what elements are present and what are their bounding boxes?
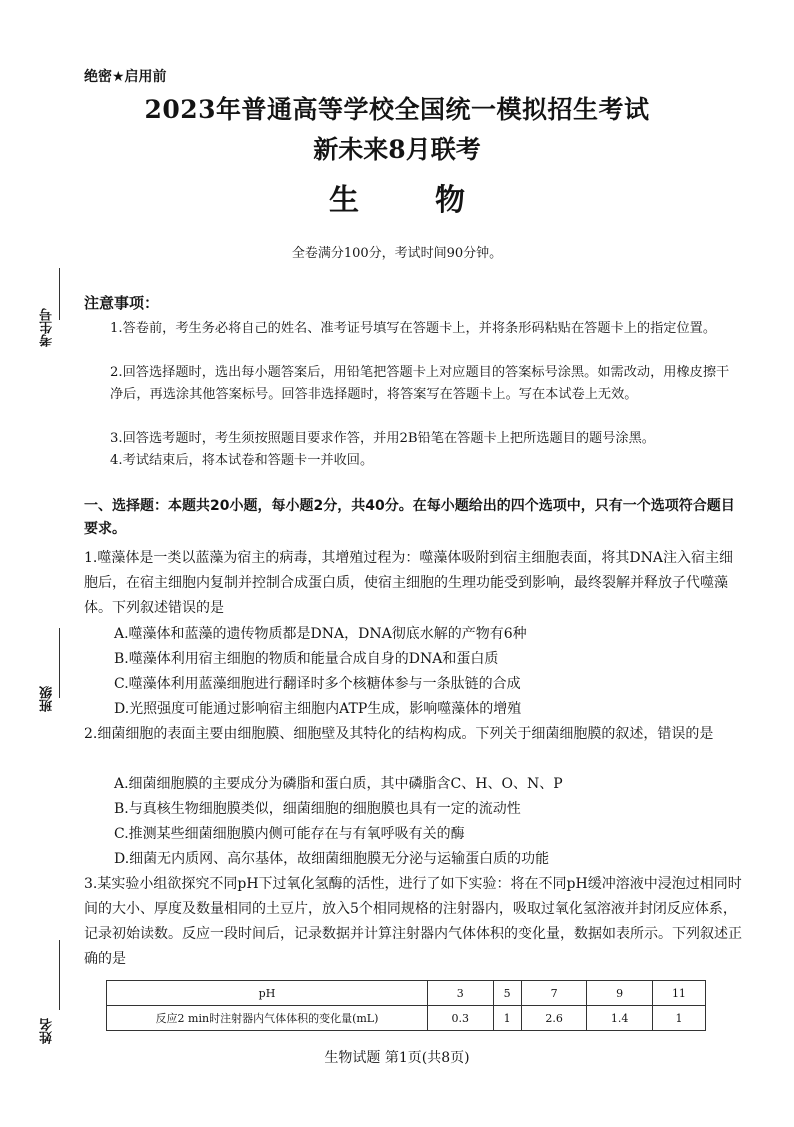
note-item: 2.回答选择题时，选出每小题答案后，用铅笔把答题卡上对应题目的答案标号涂黑。如需改动，用橡皮擦干净后，再选涂其他答案标号。回答非选择题时，将答案写在答题卡上。写在本试卷上无效。 xyxy=(110,365,730,402)
question-2-stem: 2.细菌细胞的表面主要由细胞膜、细胞壁及其特化的结构构成。下列关于细菌细胞膜的叙述，错误的是 xyxy=(84,726,714,742)
question-2-option-c: C.推测某些细菌细胞膜内侧可能存在与有氧呼吸有关的酶 xyxy=(114,826,465,842)
class-line xyxy=(59,628,60,698)
ph-data-table xyxy=(106,980,706,1031)
table-cell: 2.6 xyxy=(521,1006,587,1031)
subject-title xyxy=(0,175,794,219)
table-row xyxy=(107,981,706,1006)
subject-char-1: 生 xyxy=(329,183,359,218)
question-1-option-d: D.光照强度可能通过影响宿主细胞内ATP生成，影响噬藻体的增殖 xyxy=(114,701,522,717)
exam-title: 2023年普通高等学校全国统一模拟招生考试 xyxy=(144,95,650,124)
section-heading: 一、选择题：本题共20小题，每小题2分，共40分。在每小题给出的四个选项中，只有一个选项符合题目要求。 xyxy=(84,498,735,537)
question-3-stem: 3.某实验小组欲探究不同pH下过氧化氢酶的活性，进行了如下实验：将在不同pH缓冲溶液中浸泡过相同时间的大小、厚度及数量相同的土豆片，放入5个相同规格的注射器内，吸取过氧化氢溶液并封闭反应体系，记录初始读数。反应一段时间后，记录数据并计算注射器内气体体积的变化量，数据如表所示。下列叙述正确的是 xyxy=(84,876,742,967)
table-row-label: 反应2 min时注射器内气体体积的变化量(mL) xyxy=(107,1006,428,1031)
table-cell: 1 xyxy=(652,1006,705,1031)
note-item: 4.考试结束后，将本试卷和答题卡一并收回。 xyxy=(110,453,374,468)
confidential-label: 绝密★启用前 xyxy=(84,69,167,85)
table-header-ph: pH xyxy=(107,981,428,1006)
table-cell: 3 xyxy=(428,981,494,1006)
table-cell: 1 xyxy=(493,1006,521,1031)
question-1-stem: 1.噬藻体是一类以蓝藻为宿主的病毒，其增殖过程为：噬藻体吸附到宿主细胞表面，将其DNA注入宿主细胞后，在宿主细胞内复制并控制合成蛋白质，使宿主细胞的生理功能受到影响，最终裂解并释放子代噬藻体。下列叙述错误的是 xyxy=(84,550,733,616)
question-1-option-c: C.噬藻体利用蓝藻细胞进行翻译时多个核糖体参与一条肽链的合成 xyxy=(114,676,521,692)
subject-char-2: 物 xyxy=(435,183,465,218)
table-cell: 11 xyxy=(652,981,705,1006)
exam-id-line xyxy=(59,268,60,320)
exam-id-label: 考生号 xyxy=(40,308,55,347)
score-info: 全卷满分100分，考试时间90分钟。 xyxy=(291,246,503,261)
question-2-option-a: A.细菌细胞膜的主要成分为磷脂和蛋白质，其中磷脂含C、H、O、N、P xyxy=(114,776,563,792)
table-cell: 9 xyxy=(587,981,653,1006)
table-cell: 7 xyxy=(521,981,587,1006)
table-cell: 0.3 xyxy=(428,1006,494,1031)
question-2-option-d: D.细菌无内质网、高尔基体，故细菌细胞膜无分泌与运输蛋白质的功能 xyxy=(114,851,550,867)
notes-heading: 注意事项： xyxy=(84,294,160,312)
table-cell: 1.4 xyxy=(587,1006,653,1031)
page-footer: 生物试题 第1页(共8页) xyxy=(324,1050,470,1066)
question-2-option-b: B.与真核生物细胞膜类似，细菌细胞的细胞膜也具有一定的流动性 xyxy=(114,801,521,817)
question-1-option-a: A.噬藻体和蓝藻的遗传物质都是DNA，DNA彻底水解的产物有6种 xyxy=(114,626,527,642)
table-cell: 5 xyxy=(493,981,521,1006)
note-item: 1.答卷前，考生务必将自己的姓名、准考证号填写在答题卡上，并将条形码粘贴在答题卡上的指定位置。 xyxy=(110,321,717,336)
note-item: 3.回答选考题时，考生须按照题目要求作答，并用2B铅笔在答题卡上把所选题目的题号涂黑。 xyxy=(110,431,655,446)
table-row xyxy=(107,1006,706,1031)
class-label: 班级 xyxy=(40,686,55,712)
question-1-option-b: B.噬藻体利用宿主细胞的物质和能量合成自身的DNA和蛋白质 xyxy=(114,651,499,667)
name-line xyxy=(59,940,60,1010)
exam-subtitle: 新未来8月联考 xyxy=(313,135,481,164)
name-label: 姓名 xyxy=(40,1018,55,1044)
